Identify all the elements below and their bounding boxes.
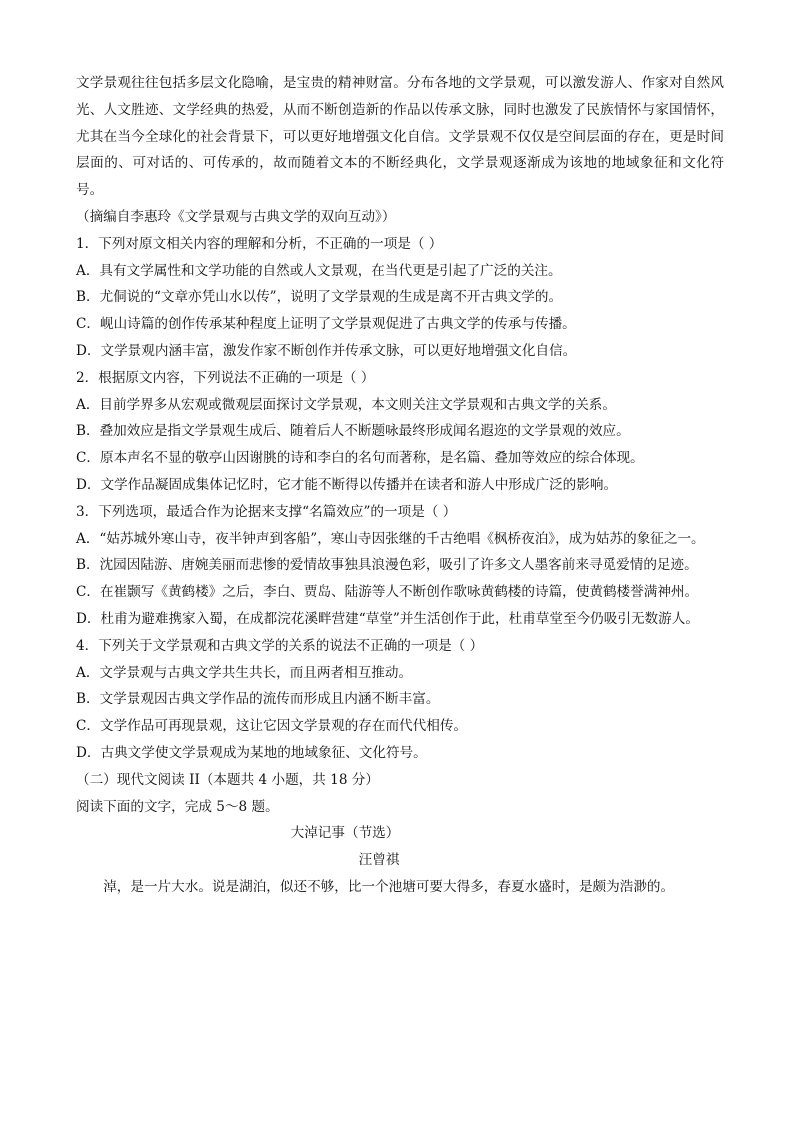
section-heading: （二）现代文阅读 II（本题共 4 小题，共 18 分） (76, 771, 379, 788)
source-note: （摘编自李惠玲《文学景观与古典文学的双向互动》） (76, 208, 396, 225)
option-a: A．“姑苏城外寒山寺，夜半钟声到客船”，寒山寺因张继的千古绝唱《枫桥夜泊》，成为姑苏的象征之一。 (76, 530, 705, 547)
article-author: 汪曾祺 (358, 852, 400, 869)
option-c: C．文学作品可再现景观，这让它因文学景观的存在而代代相传。 (76, 718, 468, 735)
option-a: A．文学景观与古典文学共生共长，而且两者相互推动。 (76, 664, 413, 681)
article-title: 大淖记事（节选） (290, 825, 400, 842)
option-c: C．在崔颢写《黄鹤楼》之后，李白、贾岛、陆游等人不断创作歌咏黄鹤楼的诗篇，使黄鹤楼誉满神州。 (76, 584, 699, 601)
option-b: B．尤侗说的“文章亦凭山水以传”，说明了文学景观的生成是离不开古典文学的。 (76, 289, 563, 306)
question-stem: 2．根据原文内容，下列说法不正确的一项是（ ） (76, 369, 375, 386)
option-a: A．目前学界多从宏观或微观层面探讨文学景观，本文则关注文学景观和古典文学的关系。 (76, 396, 616, 413)
section-instruction: 阅读下面的文字，完成 5～8 题。 (76, 798, 279, 815)
option-d: D．文学景观内涵丰富，激发作家不断创作并传承文脉，可以更好地增强文化自信。 (76, 342, 577, 359)
option-d: D．文学作品凝固成集体记忆时，它才能不断得以传播并在读者和游人中形成广泛的影响。 (76, 476, 618, 493)
question-4 (76, 633, 724, 767)
article-paragraph: 淖，是一片大水。说是湖泊，似还不够，比一个池塘可要大得多，春夏水盛时，是颇为浩渺的。 (103, 878, 675, 895)
option-b: B．文学景观因古典文学作品的流传而形成且内涵不断丰富。 (76, 691, 440, 708)
question-stem: 4．下列关于文学景观和古典文学的关系的说法不正确的一项是（ ） (76, 637, 484, 654)
intro-paragraph: 文学景观往往包括多层文化隐喻，是宝贵的精神财富。分布各地的文学景观，可以激发游人、作家对自然风光、人文胜迹、文学经典的热爱，从而不断创造新的作品以传承文脉，同时也激发了民族情怀与家国情怀，尤其在当今全球化的社会背景下，可以更好地增强文化自信。文学景观不仅仅是空间层面的存在，更是时间层面的、可对话的、可传承的，故而随着文本的不断经典化，文学景观逐渐成为该地的地域象征和文化符号。 (76, 75, 724, 199)
option-c: C．原本声名不显的敬亭山因谢朓的诗和李白的名句而著称，是名篇、叠加等效应的综合体现。 (76, 450, 644, 467)
option-c: C．岘山诗篇的创作传承某种程度上证明了文学景观促进了古典文学的传承与传播。 (76, 316, 576, 333)
option-b: B．沈园因陆游、唐婉美丽而悲惨的爱情故事独具浪漫色彩，吸引了许多文人墨客前来寻觅爱情的足迹。 (76, 557, 698, 574)
question-stem: 1．下列对原文相关内容的理解和分析，不正确的一项是（ ） (76, 235, 443, 252)
question-2 (76, 365, 724, 499)
page-content (76, 70, 724, 901)
option-b: B．叠加效应是指文学景观生成后、随着后人不断题咏最终形成闻名遐迩的文学景观的效应。 (76, 423, 630, 440)
option-d: D．古典文学使文学景观成为某地的地域象征、文化符号。 (76, 744, 427, 761)
question-1 (76, 231, 724, 365)
question-3 (76, 499, 724, 633)
question-stem: 3．下列选项，最适合作为论据来支撑“名篇效应”的一项是（ ） (76, 503, 457, 520)
option-d: D．杜甫为避难携家入蜀，在成都浣花溪畔营建“草堂”并生活创作于此，杜甫草堂至今仍吸引无数游人。 (76, 610, 699, 627)
option-a: A．具有文学属性和文学功能的自然或人文景观，在当代更是引起了广泛的关注。 (76, 262, 562, 279)
